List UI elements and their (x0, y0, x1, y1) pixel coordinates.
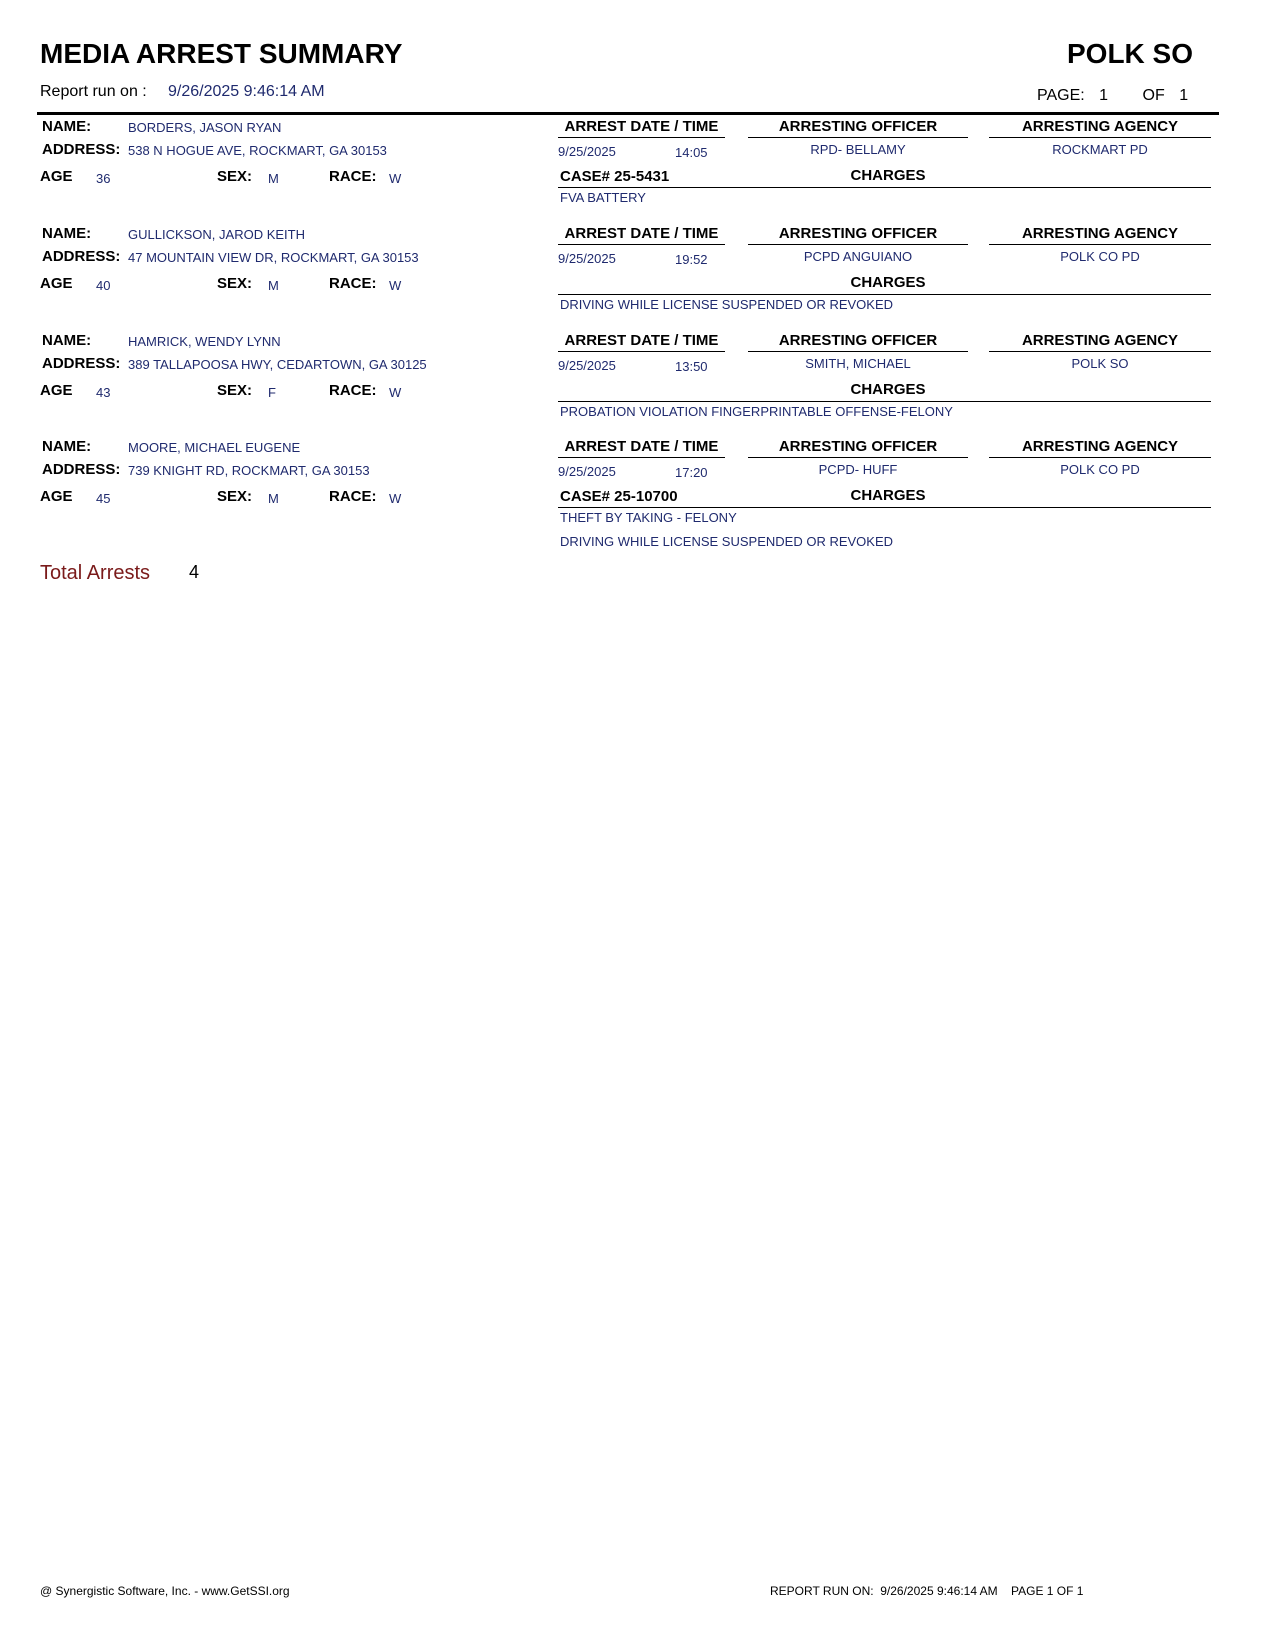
person-address: 47 MOUNTAIN VIEW DR, ROCKMART, GA 30153 (128, 250, 419, 265)
arrest-record (0, 330, 1265, 430)
arrest-date-underline (558, 457, 725, 458)
arrest-record (0, 436, 1265, 549)
sex-label: SEX: (217, 382, 253, 399)
address-label: ADDRESS: (42, 141, 121, 158)
charges-header: CHARGES (850, 274, 926, 291)
officer-underline (748, 244, 968, 245)
charge-item: PROBATION VIOLATION FINGERPRINTABLE OFFENSE-FELONY (560, 404, 953, 419)
person-address: 389 TALLAPOOSA HWY, CEDARTOWN, GA 30125 (128, 357, 427, 372)
arresting-agency: POLK CO PD (1060, 249, 1140, 264)
report-title: MEDIA ARREST SUMMARY (40, 38, 403, 69)
age-label: AGE (40, 168, 73, 185)
name-label: NAME: (42, 118, 92, 135)
arrest-record (0, 116, 1265, 216)
person-address: 538 N HOGUE AVE, ROCKMART, GA 30153 (128, 143, 387, 158)
sex-label: SEX: (217, 275, 253, 292)
arrest-time: 13:50 (675, 359, 708, 374)
charges-underline (558, 507, 1211, 508)
charge-item: DRIVING WHILE LICENSE SUSPENDED OR REVOKED (560, 534, 894, 549)
person-age: 36 (96, 171, 111, 186)
arrest-time: 14:05 (675, 145, 708, 160)
age-label: AGE (40, 382, 73, 399)
of-label: OF (1142, 87, 1165, 104)
case-number: CASE# 25-10700 (560, 488, 678, 505)
race-label: RACE: (329, 488, 377, 505)
charges-underline (558, 187, 1211, 188)
race-label: RACE: (329, 382, 377, 399)
arresting-agency-header: ARRESTING AGENCY (1021, 332, 1179, 349)
person-sex: M (268, 278, 279, 293)
case-number: CASE# 25-5431 (560, 168, 670, 185)
arrest-date: 9/25/2025 (558, 358, 616, 373)
arrest-date-underline (558, 137, 725, 138)
arresting-officer: PCPD ANGUIANO (803, 249, 913, 264)
page-label: PAGE: (1037, 87, 1085, 104)
arresting-agency: POLK CO PD (1060, 462, 1140, 477)
header-rule (37, 112, 1219, 115)
arrest-date-underline (558, 244, 725, 245)
arresting-agency: ROCKMART PD (1052, 142, 1148, 157)
charge-item: THEFT BY TAKING - FELONY (560, 510, 737, 525)
arrest-date: 9/25/2025 (558, 251, 616, 266)
name-label: NAME: (42, 438, 92, 455)
officer-underline (748, 457, 968, 458)
arresting-officer-header: ARRESTING OFFICER (778, 438, 938, 455)
arrest-date: 9/25/2025 (558, 144, 616, 159)
arresting-agency-header: ARRESTING AGENCY (1021, 438, 1179, 455)
page-number: 1 (1099, 87, 1109, 104)
charges-header: CHARGES (850, 167, 926, 184)
sex-label: SEX: (217, 488, 253, 505)
arrest-date-time-header: ARREST DATE / TIME (564, 225, 719, 242)
person-race: W (389, 385, 402, 400)
arresting-officer: RPD- BELLAMY (810, 142, 906, 157)
arrest-date-time-header: ARREST DATE / TIME (564, 118, 719, 135)
person-sex: M (268, 491, 279, 506)
agency-underline (989, 137, 1211, 138)
charge-item: FVA BATTERY (560, 190, 646, 205)
charges-underline (558, 401, 1211, 402)
person-age: 45 (96, 491, 111, 506)
report-run-label: Report run on : (40, 83, 147, 100)
age-label: AGE (40, 488, 73, 505)
person-name: MOORE, MICHAEL EUGENE (128, 440, 301, 455)
agency-underline (989, 457, 1211, 458)
name-label: NAME: (42, 332, 92, 349)
person-sex: F (268, 385, 276, 400)
total-arrests-value: 4 (189, 562, 200, 582)
person-age: 43 (96, 385, 111, 400)
report-run-value: 9/26/2025 9:46:14 AM (168, 83, 325, 100)
arresting-officer: PCPD- HUFF (818, 462, 898, 477)
sex-label: SEX: (217, 168, 253, 185)
arresting-agency: POLK SO (1071, 356, 1129, 371)
arresting-officer-header: ARRESTING OFFICER (778, 332, 938, 349)
arrest-time: 17:20 (675, 465, 708, 480)
officer-underline (748, 137, 968, 138)
person-race: W (389, 278, 402, 293)
arresting-agency-header: ARRESTING AGENCY (1021, 225, 1179, 242)
race-label: RACE: (329, 168, 377, 185)
person-name: GULLICKSON, JAROD KEITH (128, 227, 305, 242)
person-race: W (389, 491, 402, 506)
agency-title: POLK SO (1066, 38, 1193, 69)
person-name: BORDERS, JASON RYAN (128, 120, 282, 135)
charge-item: DRIVING WHILE LICENSE SUSPENDED OR REVOKED (560, 297, 894, 312)
address-label: ADDRESS: (42, 355, 121, 372)
person-address: 739 KNIGHT RD, ROCKMART, GA 30153 (128, 463, 370, 478)
arresting-officer-header: ARRESTING OFFICER (778, 225, 938, 242)
agency-underline (989, 351, 1211, 352)
page-info (1037, 87, 1188, 105)
address-label: ADDRESS: (42, 248, 121, 265)
arrest-date: 9/25/2025 (558, 464, 616, 479)
person-age: 40 (96, 278, 111, 293)
arrest-date-time-header: ARREST DATE / TIME (564, 332, 719, 349)
charges-underline (558, 294, 1211, 295)
charges-header: CHARGES (850, 381, 926, 398)
total-arrests-label: Total Arrests (40, 562, 151, 584)
arrest-date-underline (558, 351, 725, 352)
arresting-officer-header: ARRESTING OFFICER (778, 118, 938, 135)
page-total: 1 (1179, 87, 1189, 104)
officer-underline (748, 351, 968, 352)
arresting-agency-header: ARRESTING AGENCY (1021, 118, 1179, 135)
arrest-record (0, 223, 1265, 323)
arresting-officer: SMITH, MICHAEL (805, 356, 911, 371)
name-label: NAME: (42, 225, 92, 242)
footer-run-info: REPORT RUN ON: 9/26/2025 9:46:14 AM PAGE 1 OF 1 (770, 1584, 1084, 1598)
address-label: ADDRESS: (42, 461, 121, 478)
arrest-time: 19:52 (675, 252, 708, 267)
age-label: AGE (40, 275, 73, 292)
person-name: HAMRICK, WENDY LYNN (128, 334, 281, 349)
charges-header: CHARGES (850, 487, 926, 504)
race-label: RACE: (329, 275, 377, 292)
agency-underline (989, 244, 1211, 245)
person-sex: M (268, 171, 279, 186)
footer-copyright: @ Synergistic Software, Inc. - www.GetSSI.org (40, 1584, 290, 1598)
person-race: W (389, 171, 402, 186)
arrest-date-time-header: ARREST DATE / TIME (564, 438, 719, 455)
